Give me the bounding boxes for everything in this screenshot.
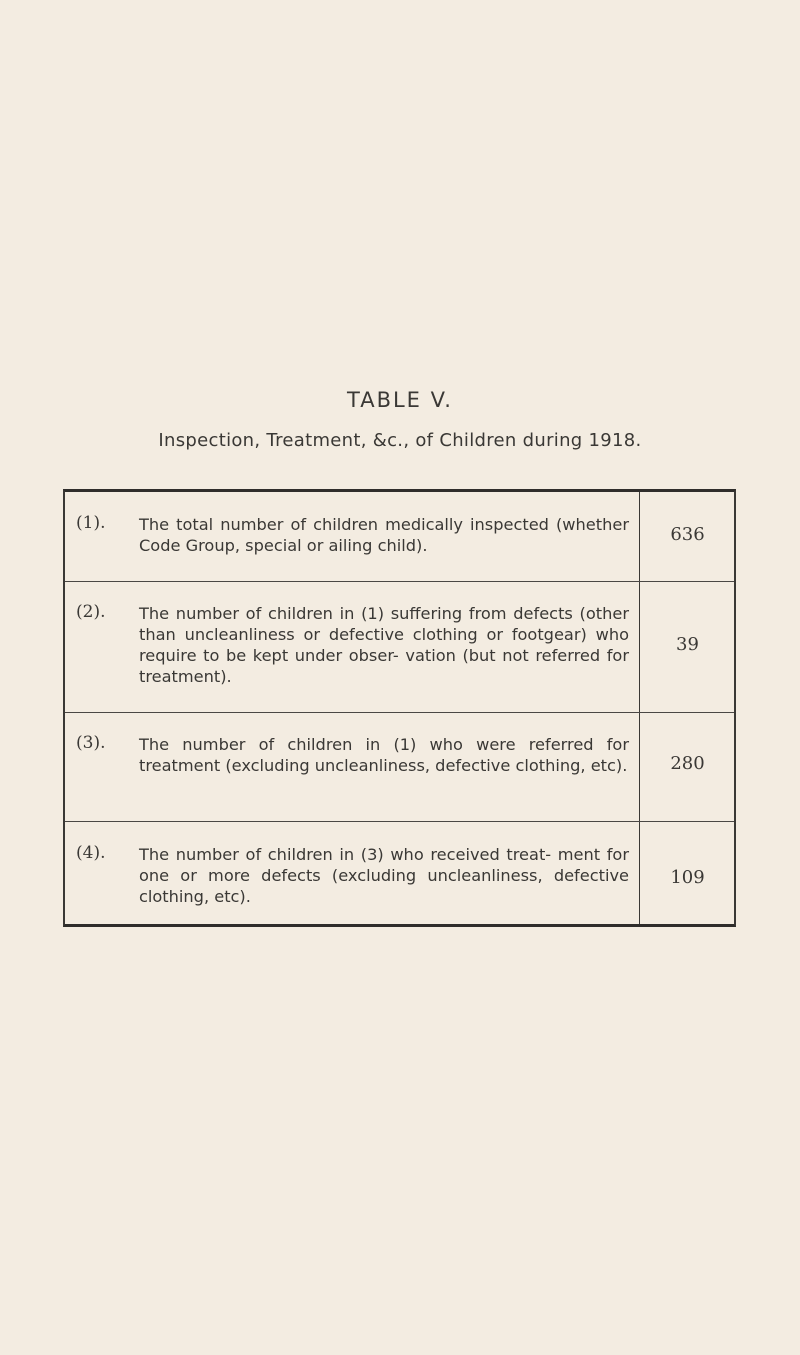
row-description: The number of children in (3) who received treat- ment for one or more defects (excluding uncleanliness, defective clothing, etc). (139, 845, 629, 906)
row-number: (4). (76, 843, 106, 863)
row-value: 280 (670, 753, 705, 774)
row-value: 636 (670, 524, 705, 545)
page-title: TABLE V. (347, 388, 453, 412)
inspection-table (63, 489, 736, 927)
row-value: 109 (670, 867, 705, 888)
table-row (65, 581, 734, 712)
table-row (65, 712, 734, 821)
row-number: (3). (76, 733, 106, 753)
page-subtitle: Inspection, Treatment, &c., of Children during 1918. (158, 430, 642, 451)
row-description: The number of children in (1) who were referred for treatment (excluding uncleanliness, defective clothing, etc). (139, 735, 629, 775)
row-description: The total number of children medically inspected (whether Code Group, special or ailing child). (139, 515, 629, 555)
row-number: (1). (76, 513, 106, 533)
table-row (65, 821, 734, 924)
row-description: The number of children in (1) suffering from defects (other than uncleanliness or defective clothing or footgear) who require to be kept under obser- vation (but not referred for treatment). (139, 604, 629, 686)
table-row (65, 492, 734, 594)
row-value: 39 (676, 634, 699, 655)
row-number: (2). (76, 602, 106, 622)
